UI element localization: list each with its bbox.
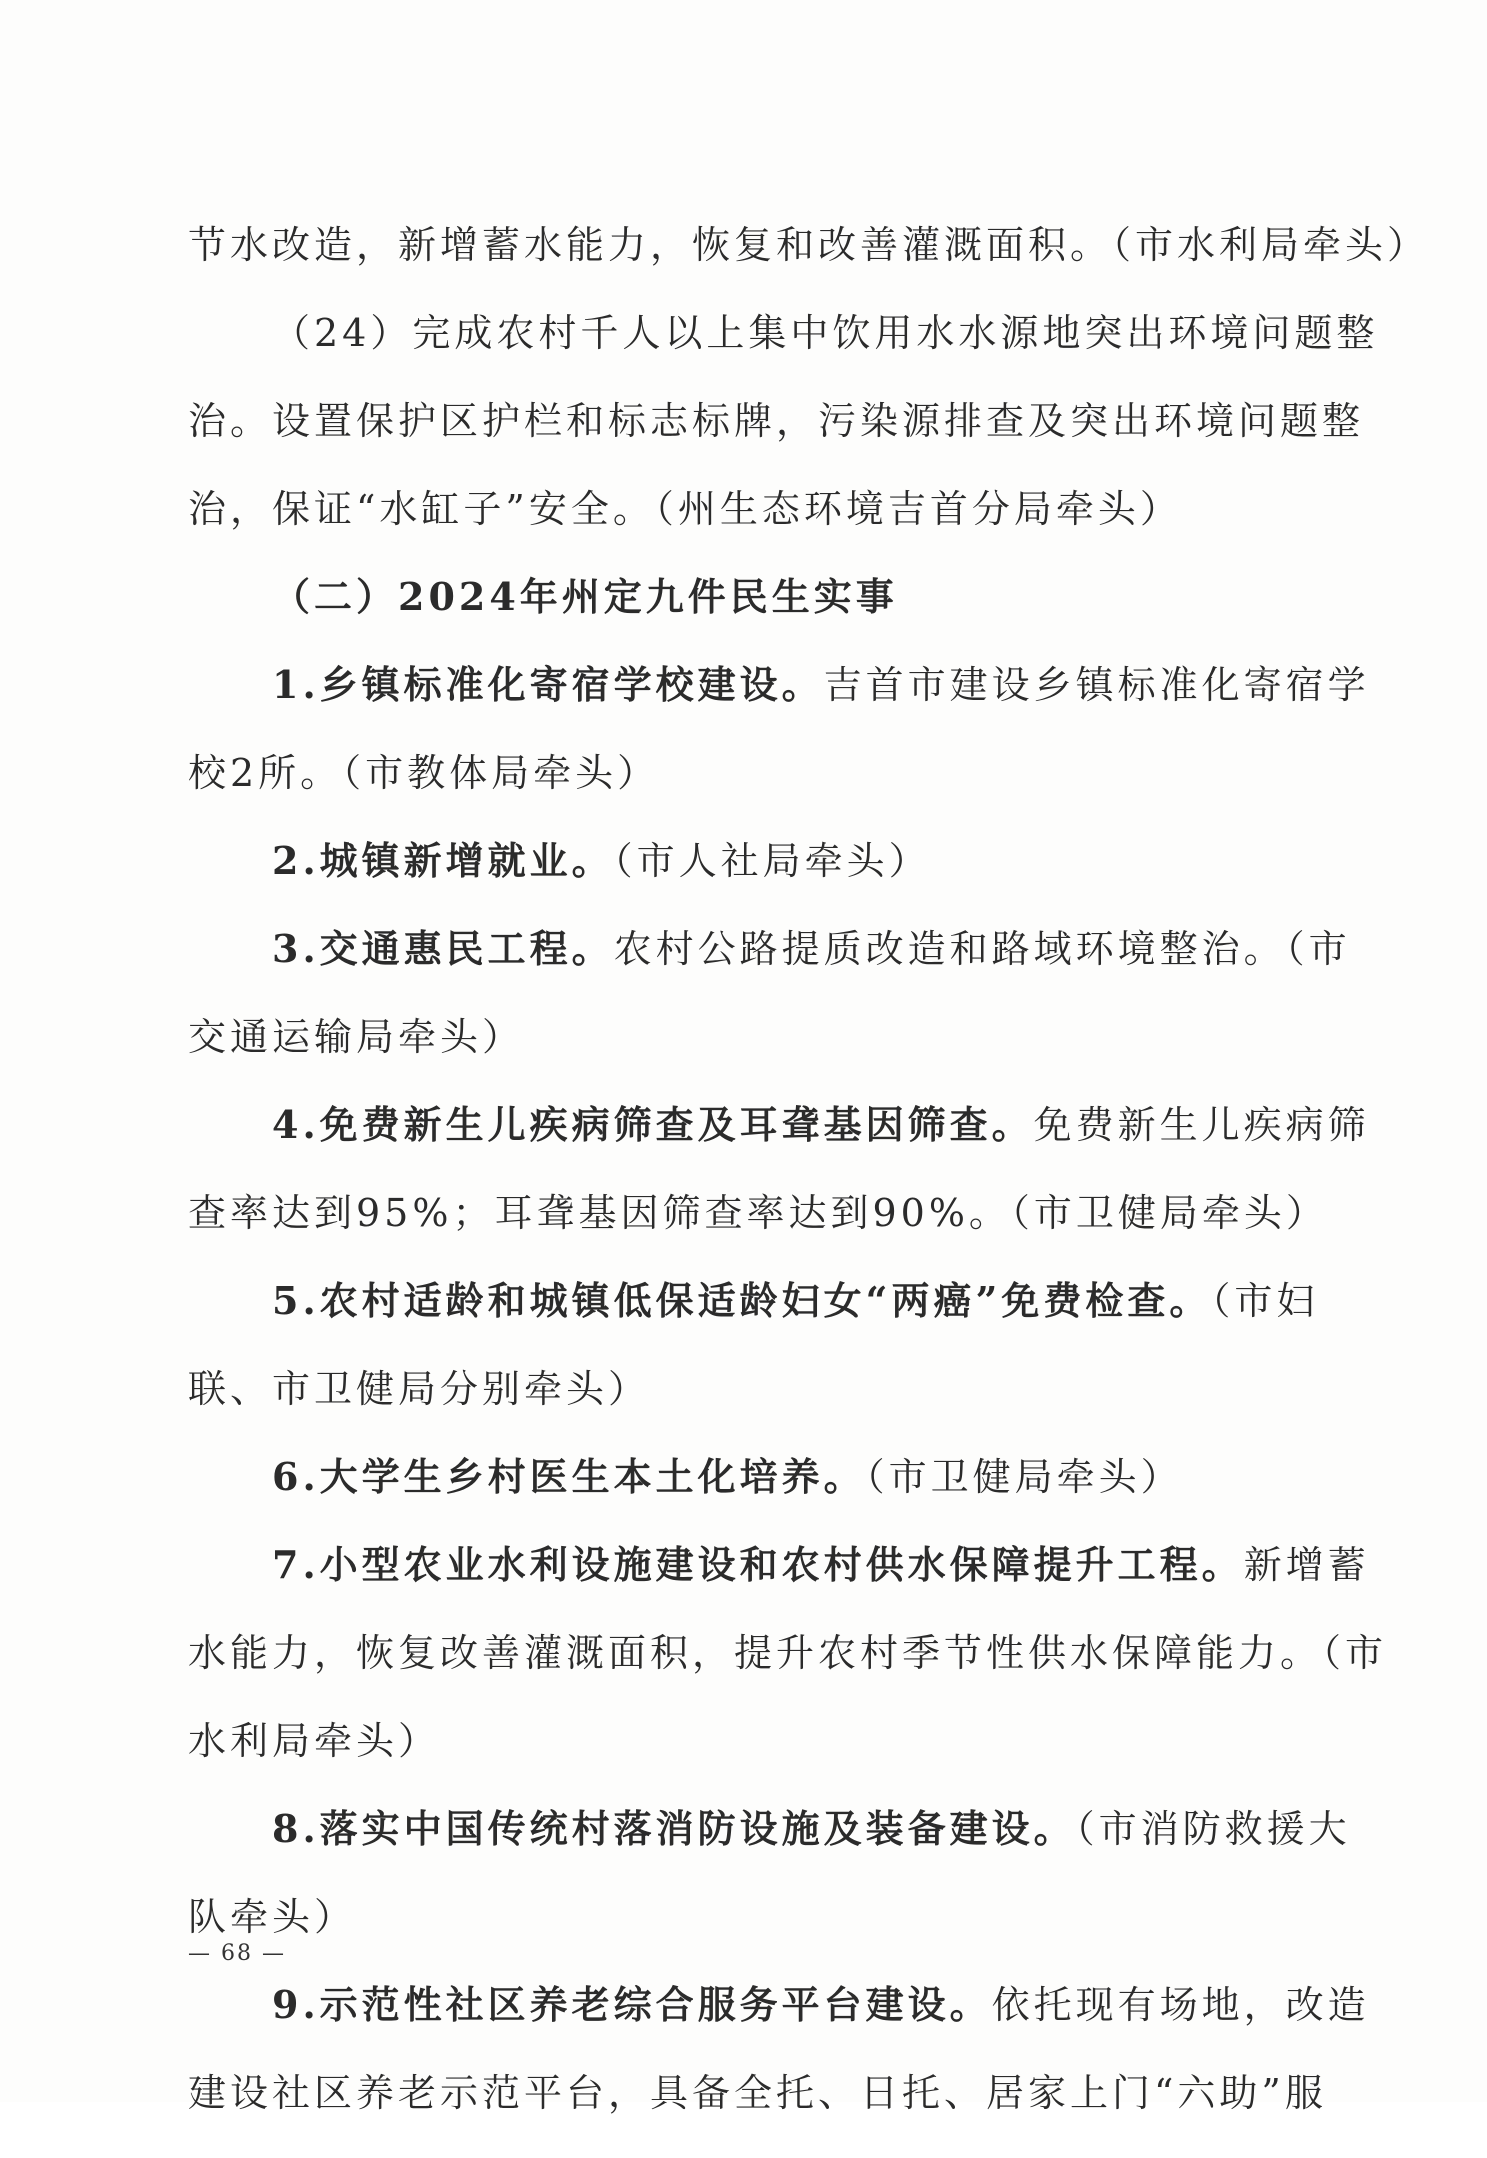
paragraph-line xyxy=(188,1894,1288,1940)
paragraph-line xyxy=(188,222,1430,268)
item-title: 5.农村适龄和城镇低保适龄妇女“两癌”免费检查。 xyxy=(272,1278,1212,1323)
item-title: 8.落实中国传统村落消防设施及装备建设。 xyxy=(272,1806,1076,1851)
line-text: （市卫健局牵头） xyxy=(865,1455,1183,1499)
line-text: 建设社区养老示范平台，具备全托、日托、居家上门“六助”服 xyxy=(188,2071,1327,2115)
page-number: — 68 — xyxy=(188,1941,286,1966)
paragraph-line xyxy=(188,398,1365,444)
line-text: 查率达到95%；耳聋基因筛查率达到90%。（市卫健局牵头） xyxy=(188,1191,1328,1235)
document-body xyxy=(188,222,1430,2158)
paragraph-line xyxy=(188,750,1288,796)
line-text: 联、市卫健局分别牵头） xyxy=(188,1367,651,1411)
line-text: 节水改造，新增蓄水能力，恢复和改善灌溉面积。（市水利局牵头） xyxy=(188,223,1430,267)
paragraph-line xyxy=(188,926,1351,972)
line-text: （市妇 xyxy=(1211,1279,1319,1323)
paragraph-line xyxy=(188,1542,1370,1588)
paragraph-line xyxy=(188,310,1379,356)
item-title: 9.示范性社区养老综合服务平台建设。 xyxy=(272,1982,992,2027)
paragraph-line xyxy=(188,486,1288,532)
line-text: 治。设置保护区护栏和标志标牌，污染源排查及突出环境问题整 xyxy=(188,399,1365,443)
item-title: 3.交通惠民工程。 xyxy=(272,926,614,971)
line-text: 水能力，恢复改善灌溉面积，提升农村季节性供水保障能力。（市 xyxy=(188,1631,1388,1675)
line-text: 校2所。（市教体局牵头） xyxy=(188,751,660,795)
item-title: 4.免费新生儿疾病筛查及耳聋基因筛查。 xyxy=(272,1102,1034,1147)
line-text: 队牵头） xyxy=(188,1895,357,1939)
line-text: 水利局牵头） xyxy=(188,1719,441,1763)
paragraph-line xyxy=(188,1014,1288,1060)
paragraph-line xyxy=(188,662,1370,708)
paragraph-line xyxy=(188,1366,1288,1412)
item-title: 6.大学生乡村医生本土化培养。 xyxy=(272,1454,866,1499)
line-text: 免费新生儿疾病筛 xyxy=(1033,1103,1370,1147)
line-text: 治，保证“水缸子”安全。（州生态环境吉首分局牵头） xyxy=(188,487,1182,531)
line-text: 依托现有场地，改造 xyxy=(991,1983,1370,2027)
paragraph-line xyxy=(188,1102,1370,1148)
paragraph-line xyxy=(188,2070,1327,2116)
paragraph-line xyxy=(188,1190,1328,1236)
paragraph-line xyxy=(188,1806,1351,1852)
line-text: 吉首市建设乡镇标准化寄宿学 xyxy=(823,663,1370,707)
item-title: 2.城镇新增就业。 xyxy=(272,838,614,883)
line-text: （市消防救援大 xyxy=(1075,1807,1351,1851)
paragraph-line xyxy=(188,1278,1319,1324)
item-title: 7.小型农业水利设施建设和农村供水保障提升工程。 xyxy=(272,1542,1244,1587)
line-text: 新增蓄 xyxy=(1243,1543,1370,1587)
heading-text: （二）2024年州定九件民生实事 xyxy=(272,574,898,619)
line-text: 交通运输局牵头） xyxy=(188,1015,525,1059)
paragraph-line xyxy=(188,838,1288,884)
line-text: （24）完成农村千人以上集中饮用水水源地突出环境问题整 xyxy=(272,311,1379,355)
paragraph-line xyxy=(188,1718,1288,1764)
line-text: （市人社局牵头） xyxy=(613,839,931,883)
paragraph-line xyxy=(188,1630,1388,1676)
section-heading xyxy=(188,574,1288,620)
paragraph-line xyxy=(188,1454,1288,1500)
paragraph-line xyxy=(188,1982,1370,2028)
line-text: 农村公路提质改造和路域环境整治。（市 xyxy=(613,927,1351,971)
item-title: 1.乡镇标准化寄宿学校建设。 xyxy=(272,662,824,707)
